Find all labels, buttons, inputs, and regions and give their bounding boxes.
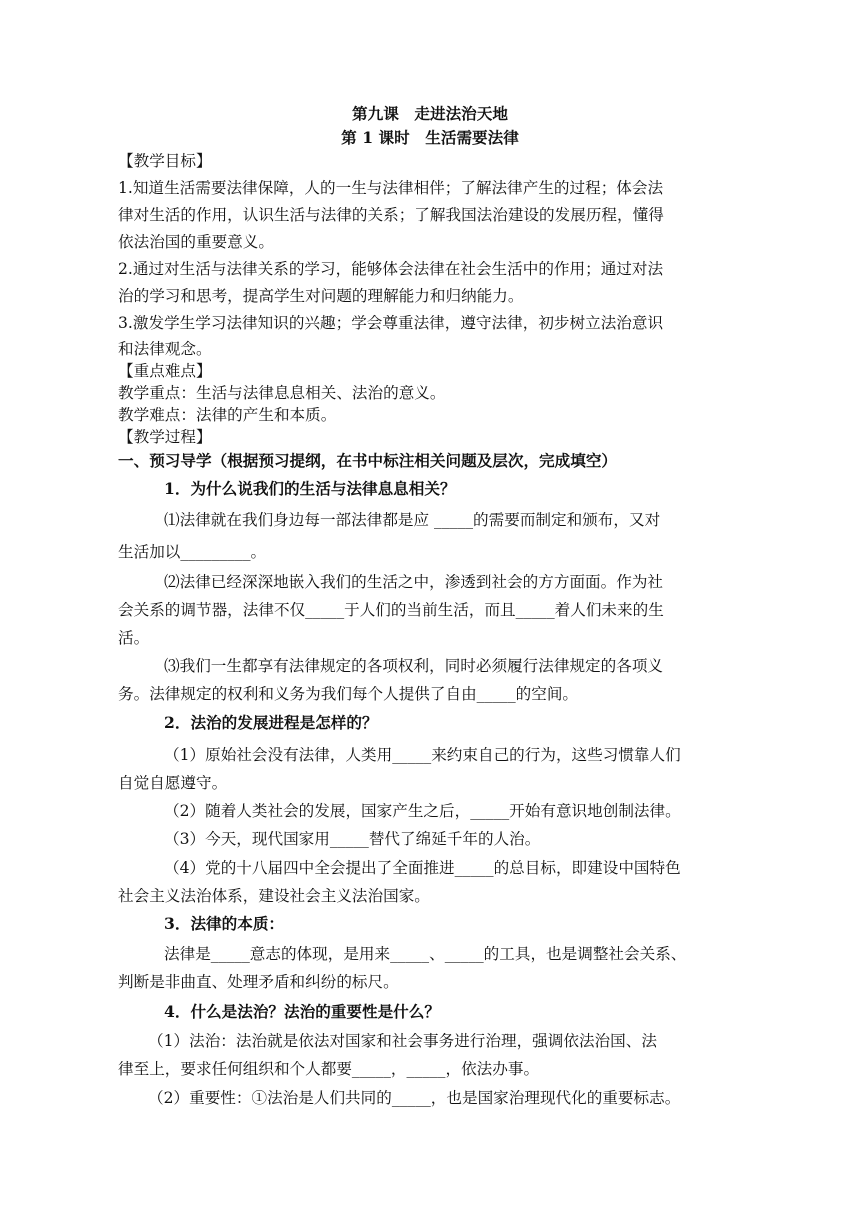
question-line: 活。 — [118, 629, 150, 647]
question-line: （3）今天，现代国家用_____替代了绵延千年的人治。 — [164, 830, 541, 848]
goals-line: 和法律观念。 — [118, 340, 212, 358]
difficulties: 教学难点：法律的产生和本质。 — [118, 406, 337, 424]
question-title: 4．什么是法治？法治的重要性是什么？ — [164, 1002, 440, 1021]
lesson-title: 第九课 走进法治天地 — [352, 104, 508, 123]
question-line: ⑵法律已经深深地嵌入我们的生活之中，渗透到社会的方方面面。作为社 — [164, 573, 664, 591]
question-title: 2．法治的发展进程是怎样的？ — [164, 713, 378, 732]
question-line: （4）党的十八届四中全会提出了全面推进_____的总目标，即建设中国特色 — [164, 859, 681, 877]
question-line: （1）原始社会没有法律，人类用_____来约束自己的行为，这些习惯靠人们 — [164, 746, 681, 764]
goals-line: 1.知道生活需要法律保障，人的一生与法律相伴；了解法律产生的过程；体会法 — [118, 179, 664, 197]
goals-line: 依法治国的重要意义。 — [118, 233, 274, 251]
question-line: ⑴法律就在我们身边每一部法律都是应 _____的需要而制定和颁布，又对 — [164, 511, 661, 529]
process-header: 【教学过程】 — [118, 428, 212, 446]
preview-title: 一、预习导学（根据预习提纲，在书中标注相关问题及层次，完成填空） — [118, 451, 618, 470]
question-line: 判断是非曲直、处理矛盾和纠纷的标尺。 — [118, 973, 399, 991]
question-title: 1．为什么说我们的生活与法律息息相关？ — [164, 479, 456, 498]
question-title: 3．法律的本质： — [164, 914, 285, 933]
question-line: 律至上，要求任何组织和个人都要_____，_____，依法办事。 — [118, 1060, 540, 1078]
lesson-subtitle: 第 1 课时 生活需要法律 — [341, 128, 519, 147]
question-line: （2）重要性：①法治是人们共同的_____，也是国家治理现代化的重要标志。 — [148, 1089, 681, 1107]
key-header: 【重点难点】 — [118, 362, 212, 380]
question-line: 法律是_____意志的体现，是用来_____、_____的工具，也是调整社会关系、 — [164, 945, 687, 963]
key-points: 教学重点：生活与法律息息相关、法治的意义。 — [118, 384, 446, 402]
goals-line: 2.通过对生活与法律关系的学习，能够体会法律在社会生活中的作用；通过对法 — [118, 260, 664, 278]
goals-line: 3.激发学生学习法律知识的兴趣；学会尊重法律，遵守法律，初步树立法治意识 — [118, 314, 664, 332]
question-line: 会关系的调节器，法律不仅_____于人们的当前生活，而且_____着人们未来的生 — [118, 601, 664, 619]
goals-header: 【教学目标】 — [118, 152, 212, 170]
question-line: 社会主义法治体系，建设社会主义法治国家。 — [118, 887, 430, 905]
question-line: 务。法律规定的权利和义务为我们每个人提供了自由_____的空间。 — [118, 685, 579, 703]
question-line: ⑶我们一生都享有法律规定的各项权利，同时必须履行法律规定的各项义 — [164, 657, 664, 675]
question-line: （1）法治：法治就是依法对国家和社会事务进行治理，强调依法治国、法 — [148, 1032, 657, 1050]
question-line: 自觉自愿遵守。 — [118, 774, 228, 792]
question-line: （2）随着人类社会的发展，国家产生之后，_____开始有意识地创制法律。 — [164, 802, 681, 820]
goals-line: 律对生活的作用，认识生活与法律的关系；了解我国法治建设的发展历程，懂得 — [118, 206, 664, 224]
goals-line: 治的学习和思考，提高学生对问题的理解能力和归纳能力。 — [118, 287, 524, 305]
question-line: 生活加以_________。 — [118, 543, 267, 561]
